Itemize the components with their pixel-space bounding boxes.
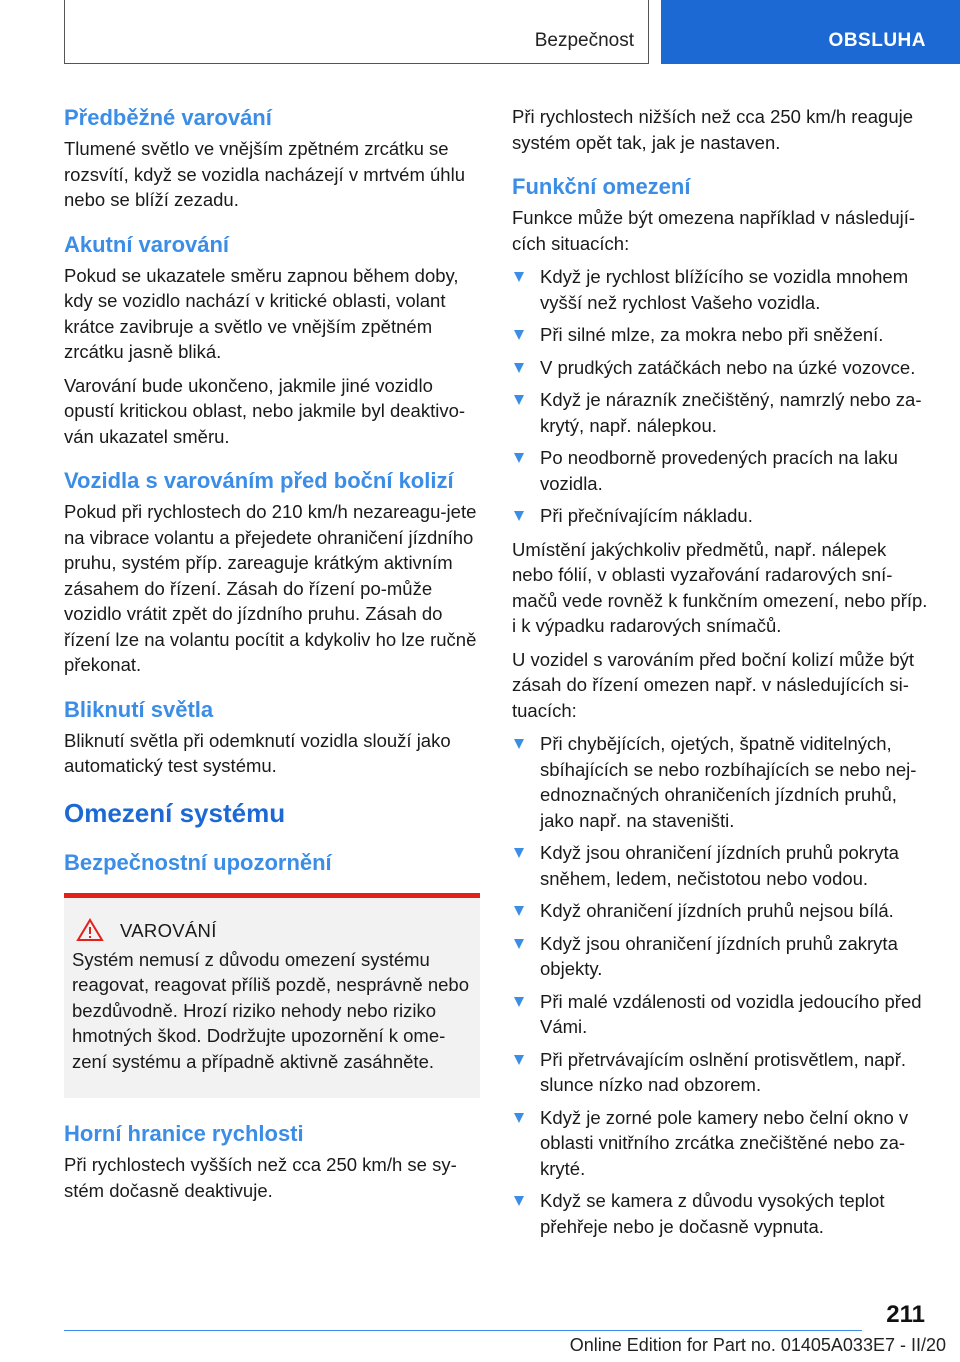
paragraph: Pokud se ukazatele směru zapnou během doby, kdy se vozidlo nachází v kritické oblasti, volant krátce zavibruje a světlo ve vnějším zpětném zrcátku jasně bliká. — [64, 264, 459, 362]
paragraph: Bliknutí světla při odemknutí vozidla slouží jako automatický test systému. — [64, 729, 451, 776]
right-column — [512, 104, 928, 1247]
header-chapter-tab — [661, 0, 960, 64]
list-item: Když se kamera z důvodu vysokých teplot přehřeje nebo je dočasně vypnuta. — [512, 1188, 928, 1239]
warning-header — [72, 918, 472, 943]
header-frame — [64, 0, 649, 64]
list-item: Po neodborně provedených pracích na laku vozidla. — [512, 445, 928, 496]
triangle-bullet-icon — [514, 1055, 524, 1065]
paragraph: Umístění jakýchkoliv předmětů, např. nálepek nebo fólií, v oblasti vyzařování radarových sní‐mačů vede rovněž k funkčním omezení, nebo příp. i k výpadku radarových snímačů. — [512, 538, 928, 636]
footer-divider — [64, 1330, 862, 1331]
paragraph: Tlumené světlo ve vnějším zpětném zrcátku se rozsvítí, když se vozidla nacházejí v mrtvém úhlu nebo se blíží zezadu. — [64, 138, 465, 210]
paragraph: Při rychlostech vyšších než cca 250 km/h se sy‐stém dočasně deaktivuje. — [64, 1154, 457, 1201]
paragraph: U vozidel s varováním před boční kolizí může být zásah do řízení omezen např. v následujících si‐tuacích: — [512, 648, 915, 721]
list-item: Když ohraničení jízdních pruhů nejsou bílá. — [512, 898, 928, 924]
list-item: Při přetrvávajícím oslnění protisvětlem, např. slunce nízko nad obzorem. — [512, 1047, 928, 1098]
triangle-bullet-icon — [514, 511, 524, 521]
triangle-bullet-icon — [514, 1113, 524, 1123]
triangle-bullet-icon — [514, 453, 524, 463]
warning-triangle-icon — [76, 918, 104, 942]
section-title-bliknuti: Bliknutí světla — [64, 696, 214, 722]
section-title-bocni-kolize: Vozidla s varováním před boční kolizí — [64, 468, 454, 493]
warning-title: VAROVÁNÍ — [120, 919, 217, 941]
paragraph: Pokud při rychlostech do 210 km/h nezareagu‐jete na vibrace volantu a přejedete ohraničení jízdního pruhu, systém příp. zareaguje krátkým aktivním zásahem do řízení. Zásah do řízení po‐může vozidlo vrátit zpět do jízdního pruhu. Zásah do řízení lze na volantu pocítit a kdykoliv ho lze ručně překonat. — [64, 501, 477, 675]
section-title-predbezne: Předběžné varování — [64, 105, 272, 130]
section-title-bezpecnostni: Bezpečnostní upozornění — [64, 849, 332, 875]
section-title-funkcni-omezeni: Funkční omezení — [512, 174, 691, 199]
triangle-bullet-icon — [514, 739, 524, 749]
list-item: Když jsou ohraničení jízdních pruhů zakryta objekty. — [512, 931, 928, 982]
triangle-bullet-icon — [514, 848, 524, 858]
list-item: Když je zorné pole kamery nebo čelní okno v oblasti vnitřního zrcátka znečištěné nebo za‐kryté. — [512, 1105, 928, 1182]
footer-edition: Online Edition for Part no. 01405A033E7 - II/20 — [569, 1335, 946, 1355]
list-item: V prudkých zatáčkách nebo na úzké vozovce. — [512, 355, 928, 381]
list-item: Když je rychlost blížícího se vozidla mnohem vyšší než rychlost Vašeho vozidla. — [512, 264, 928, 315]
header-chapter-label: OBSLUHA — [828, 30, 926, 51]
paragraph: Varování bude ukončeno, jakmile jiné vozidlo opustí kritickou oblast, nebo jakmile byl deaktivo‐ván ukazatel směru. — [64, 374, 466, 447]
list-item: Při chybějících, ojetých, špatně viditelných, sbíhajících se nebo rozbíhajících se nebo nej‐ednoznačných ohraničeních jízdních pruhů, jako např. na staveništi. — [512, 731, 928, 833]
triangle-bullet-icon — [514, 997, 524, 1007]
list-item: Když jsou ohraničení jízdních pruhů pokryta sněhem, ledem, nečistotou nebo vodou. — [512, 840, 928, 891]
page-number: 211 — [886, 1301, 925, 1328]
header-section-title: Bezpečnost — [534, 30, 634, 51]
list-item: Když je nárazník znečištěný, namrzlý nebo za‐krytý, např. nálepkou. — [512, 387, 928, 438]
triangle-bullet-icon — [514, 363, 524, 373]
triangle-bullet-icon — [514, 272, 524, 282]
limitation-list-1 — [512, 264, 928, 529]
limitation-list-2 — [512, 731, 928, 1239]
paragraph: Funkce může být omezena například v následují‐cích situacích: — [512, 207, 916, 254]
warning-box — [64, 893, 480, 1099]
section-title-horni-hranice: Horní hranice rychlosti — [64, 1121, 304, 1146]
list-item: Při silné mlze, za mokra nebo při sněžení. — [512, 322, 928, 348]
list-item: Při malé vzdálenosti od vozidla jedoucího před Vámi. — [512, 989, 928, 1040]
section-title-akutni: Akutní varování — [64, 231, 230, 257]
triangle-bullet-icon — [514, 906, 524, 916]
warning-text: Systém nemusí z důvodu omezení systému reagovat, reagovat příliš pozdě, nesprávně nebo bezdůvodně. Hrozí riziko nehody nebo riziko hmotných škod. Dodržujte upozornění k ome‐zení systému a případně aktivně zasáhněte. — [72, 948, 469, 1072]
triangle-bullet-icon — [514, 395, 524, 405]
paragraph: Při rychlostech nižších než cca 250 km/h reaguje systém opět tak, jak je nastaven. — [512, 106, 914, 153]
triangle-bullet-icon — [514, 1196, 524, 1206]
chapter-title-omezeni: Omezení systému — [64, 797, 286, 828]
list-item: Při přečnívajícím nákladu. — [512, 503, 928, 529]
triangle-bullet-icon — [514, 939, 524, 949]
triangle-bullet-icon — [514, 330, 524, 340]
left-column — [64, 104, 480, 1211]
